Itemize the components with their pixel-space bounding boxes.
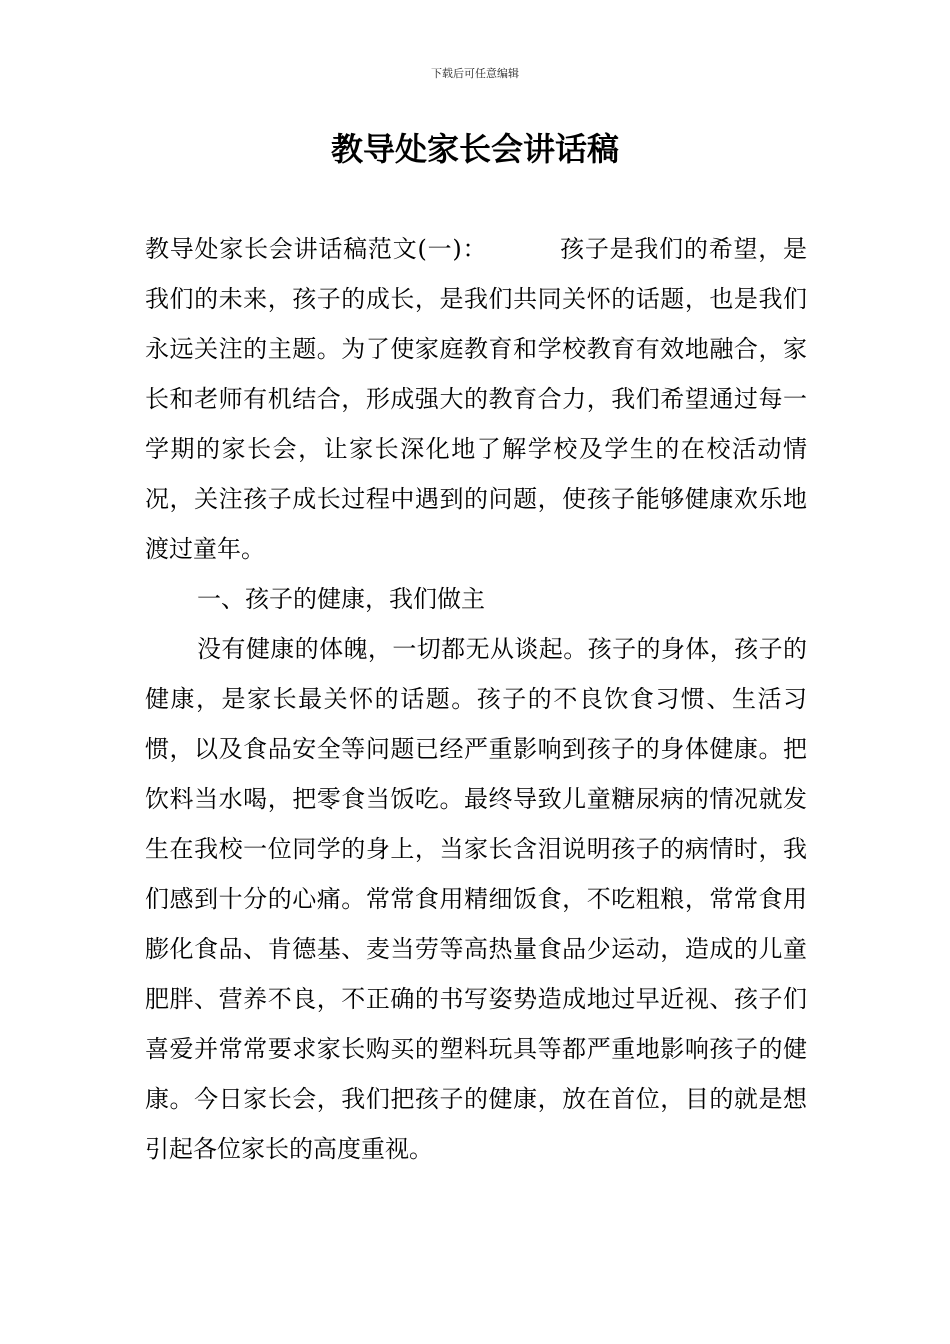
intro-label: 教导处家长会讲话稿范文(一)： <box>145 235 488 263</box>
document-title: 教导处家长会讲话稿 <box>330 130 619 168</box>
intro-paragraph <box>145 224 807 574</box>
intro-text: 孩子是我们的希望，是我们的未来，孩子的成长，是我们共同关怀的话题，也是我们永远关注的主题。为了使家庭教育和学校教育有效地融合，家长和老师有机结合，形成强大的教育合力，我们希望通过每一学期的家长会，让家长深化地了解学校及学生的在校活动情况，关注孩子成长过程中遇到的问题，使孩子能够健康欢乐地渡过童年。 <box>145 235 808 563</box>
document-body <box>145 224 807 1174</box>
section-heading: 一、孩子的健康，我们做主 <box>197 585 485 613</box>
section-paragraph: 没有健康的体魄，一切都无从谈起。孩子的身体，孩子的健康，是家长最关怀的话题。孩子的不良饮食习惯、生活习惯，以及食品安全等问题已经严重影响到孩子的身体健康。把饮料当水喝，把零食当饭吃。最终导致儿童糖尿病的情况就发生在我校一位同学的身上，当家长含泪说明孩子的病情时，我们感到十分的心痛。常常食用精细饭食，不吃粗粮，常常食用膨化食品、肯德基、麦当劳等高热量食品少运动，造成的儿童肥胖、营养不良，不正确的书写姿势造成地过早近视、孩子们喜爱并常常要求家长购买的塑料玩具等都严重地影响孩子的健康。今日家长会，我们把孩子的健康，放在首位，目的就是想引起各位家长的高度重视。 <box>145 635 807 1163</box>
page-header-note: 下载后可任意编辑 <box>431 67 519 80</box>
